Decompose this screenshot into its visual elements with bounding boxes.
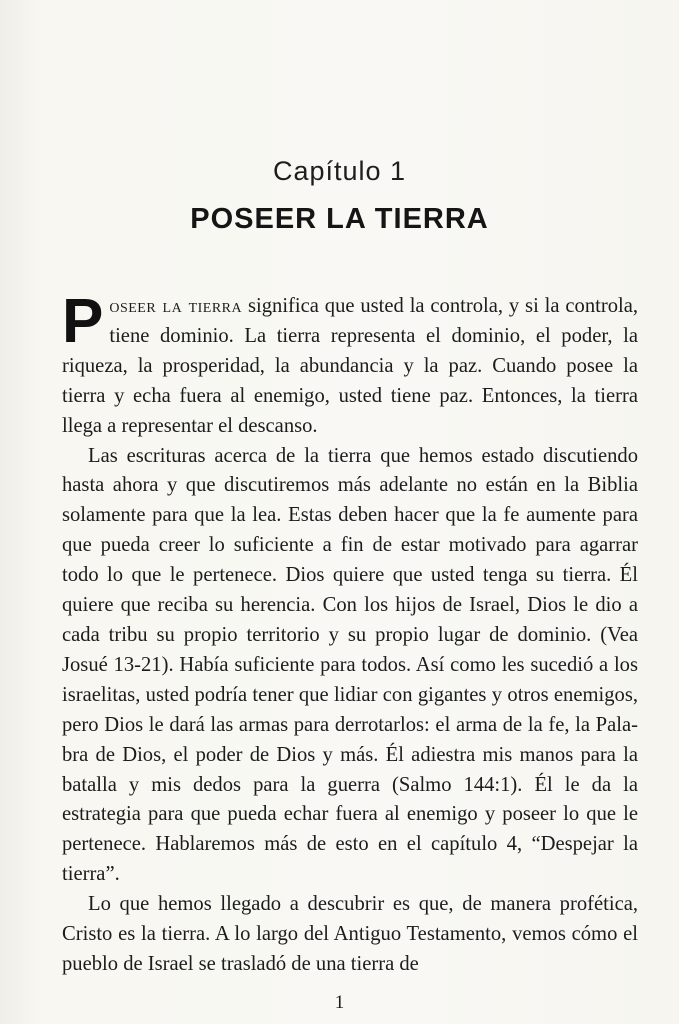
chapter-title: POSEER LA TIERRA — [190, 203, 489, 235]
paragraph-1-text: significa que usted la controla, y si la controla, tiene dominio. La tierra representa el dominio, el poder, la riqueza, la prosperidad, la abundancia y la paz. Cuando posee la tierra y echa fuera al enemigo, usted tiene paz. Entonces, la tierra llega a representar el descanso. — [62, 295, 638, 437]
paragraph-3: Lo que hemos llegado a descubrir es que, de manera profética, Cristo es la tierra. A lo largo del Antiguo Testamento, vemos cómo el pueblo de Israel se trasladó de una tierra de — [62, 893, 638, 975]
lead-in-smallcaps: oseer la tierra — [109, 295, 243, 317]
page-number: 1 — [334, 992, 345, 1013]
body-text — [62, 287, 638, 980]
paragraph-2: Las escrituras acerca de la tierra que hemos estado discutiendo hasta ahora y que discutiremos más adelante no están en la Biblia solamente para que la lea. Estas deben hacer que la fe aumente para que pueda creer lo suficiente a fin de estar motivado para agarrar todo lo que le pertenece. Dios quiere que usted tenga su tierra. Él quiere que reciba su herencia. Con los hijos de Israel, Dios le dio a cada tribu su propio territorio y su propio lugar de dominio. (Vea Josué 13-21). Había suficiente para todos. Así como les sucedió a los israelitas, usted podría tener que lidiar con gigantes y otros enemigos, pero Dios le dará las armas para derrotarlos: el arma de la fe, la Palabra de Dios, el poder de Dios y más. Él adiestra mis manos para la batalla y mis dedos para la guerra (Salmo 144:1). Él le da la estrategia para que pueda echar fuera al enemigo y poseer lo que le pertenece. Hablaremos más de esto en el capítulo 4, “Despejar la tierra”. — [62, 444, 638, 886]
paragraph-1 — [62, 287, 638, 442]
drop-cap: P — [62, 287, 104, 356]
chapter-label: Capítulo 1 — [272, 156, 407, 186]
